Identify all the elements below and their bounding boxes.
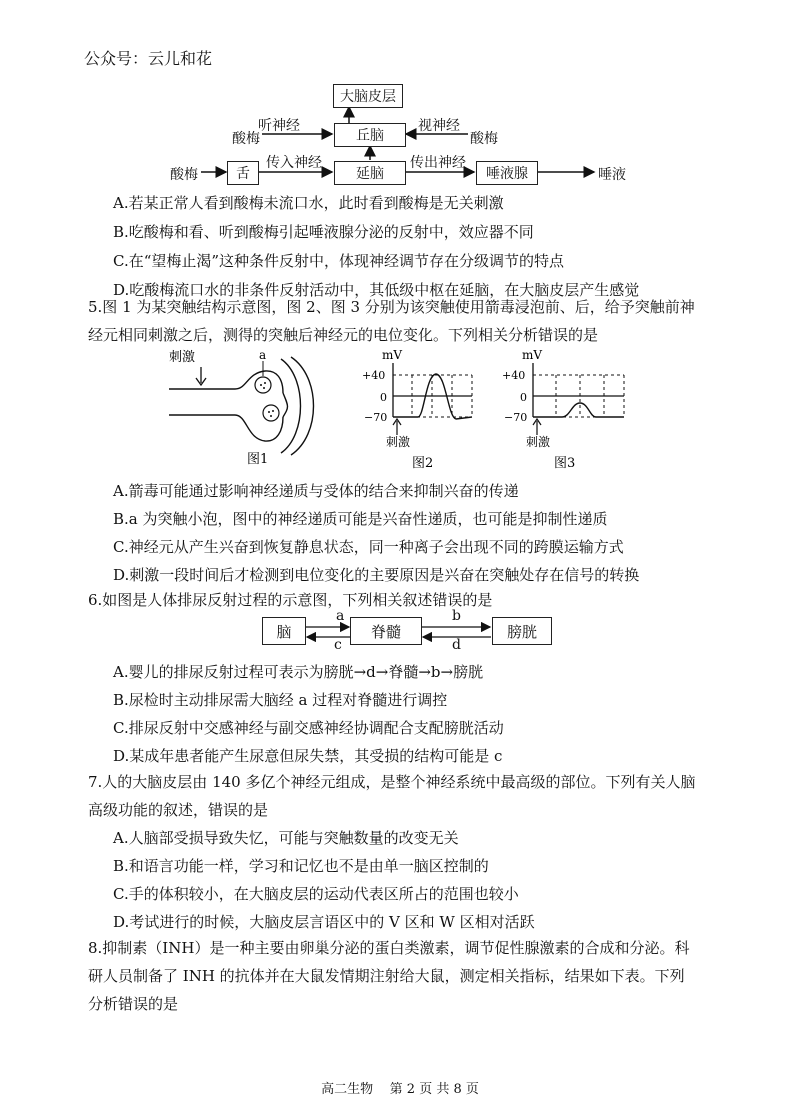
sight-nerve-label: 视神经 [418,118,460,134]
medulla-box: 延脑 [334,161,406,185]
fig1-stimulus-label: 刺激 [169,350,196,365]
fig2-tick-0: 0 [380,391,387,404]
q7-option-b: B.和语言功能一样，学习和记忆也不是由单一脑区控制的 [113,857,489,875]
spinal-cord-box: 脊髓 [350,617,422,645]
q6-option-a: A.婴儿的排尿反射过程可表示为膀胱→d→脊髓→b→膀胱 [113,663,484,681]
q4-option-b: B.吃酸梅和看、听到酸梅引起唾液腺分泌的反射中，效应器不同 [113,223,534,241]
q6-option-c: C.排尿反射中交感神经与副交感神经协调配合支配膀胱活动 [113,719,504,737]
q6-stem: 6.如图是人体排尿反射过程的示意图，下列相关叙述错误的是 [88,591,493,609]
saliva-label: 唾液 [598,167,626,183]
q6-option-b: B.尿检时主动排尿需大脑经 a 过程对脊髓进行调控 [113,691,448,709]
q5-stem-line2: 经元相同刺激之后，测得的突触后神经元的电位变化。下列相关分析错误的是 [88,326,599,344]
sour-plum-bottom-label: 酸梅 [170,167,198,183]
synapse-figure [165,345,365,465]
page-footer: 高二生物 第 2 页 共 8 页 [321,1082,479,1097]
brain-box: 脑 [262,617,306,645]
path-b-label: b [452,608,461,624]
tongue-box: 舌 [227,161,259,185]
q5-option-d: D.刺激一段时间后才检测到电位变化的主要原因是兴奋在突触处存在信号的转换 [113,566,640,584]
q5-option-b: B.a 为突触小泡，图中的神经递质可能是兴奋性递质，也可能是抑制性递质 [113,510,608,528]
path-c-label: c [334,637,342,653]
afferent-label: 传入神经 [266,155,322,171]
q7-option-c: C.手的体积较小，在大脑皮层的运动代表区所占的范围也较小 [113,885,519,903]
path-a-label: a [336,608,345,624]
q8-stem-line1: 8.抑制素（INH）是一种主要由卵巢分泌的蛋白类激素，调节促性腺激素的合成和分泌。科 [88,939,690,957]
q8-stem-line2: 研人员制备了 INH 的抗体并在大鼠发情期注射给大鼠，测定相关指标，结果如下表。下列 [88,967,685,985]
bladder-box: 膀胱 [492,617,552,645]
potential-graph-fig2 [360,345,490,470]
fig3-unit: mV [522,348,543,362]
path-d-label: d [452,637,461,653]
q5-option-c: C.神经元从产生兴奋到恢复静息状态，同一种离子会出现不同的跨膜运输方式 [113,538,624,556]
fig3-stimulus-label: 刺激 [526,435,551,449]
watermark: 公众号：云儿和花 [84,49,213,68]
thalamus-box: 丘脑 [334,123,406,147]
fig3-tick-minus70: −70 [504,411,528,424]
q6-option-d: D.某成年患者能产生尿意但尿失禁，其受损的结构可能是 c [113,747,503,765]
q5-stem-line1: 5.图 1 为某突触结构示意图，图 2、图 3 分别为该突触使用箭毒浸泡前、后，给予突触前神 [88,298,695,316]
cortex-box: 大脑皮层 [333,84,403,108]
fig2-tick-plus40: +40 [362,369,386,382]
q5-option-a: A.箭毒可能通过影响神经递质与受体的结合来抑制兴奋的传递 [113,482,519,500]
hear-nerve-label: 听神经 [258,118,300,134]
q7-option-a: A.人脑部受损导致失忆，可能与突触数量的改变无关 [113,829,459,847]
q4-option-c: C.在“望梅止渴”这种条件反射中，体现神经调节存在分级调节的特点 [113,252,565,270]
sour-plum-right-label: 酸梅 [470,131,498,147]
potential-graph-fig3 [500,345,630,470]
fig2-tick-minus70: −70 [364,411,388,424]
fig2-stimulus-label: 刺激 [386,435,411,449]
fig3-tick-plus40: +40 [502,369,526,382]
q7-stem-line1: 7.人的大脑皮层由 140 多亿个神经元组成，是整个神经系统中最高级的部位。下列有关人脑 [88,773,696,791]
fig3-caption: 图3 [554,456,576,470]
q8-stem-line3: 分析错误的是 [88,995,179,1013]
sour-plum-left-label: 酸梅 [232,131,260,147]
fig2-caption: 图2 [412,456,434,470]
fig1-vesicle-label: a [259,348,267,362]
fig1-caption: 图1 [247,452,269,465]
q4-option-a: A.若某正常人看到酸梅未流口水，此时看到酸梅是无关刺激 [113,194,504,212]
salivary-gland-box: 唾液腺 [476,161,538,185]
q4-option-d: D.吃酸梅流口水的非条件反射活动中，其低级中枢在延脑，在大脑皮层产生感觉 [113,281,640,299]
efferent-label: 传出神经 [410,155,466,171]
q7-stem-line2: 高级功能的叙述，错误的是 [88,801,269,819]
fig3-tick-0: 0 [520,391,527,404]
fig2-unit: mV [382,348,403,362]
q7-option-d: D.考试进行的时候，大脑皮层言语区中的 V 区和 W 区相对活跃 [113,913,535,931]
